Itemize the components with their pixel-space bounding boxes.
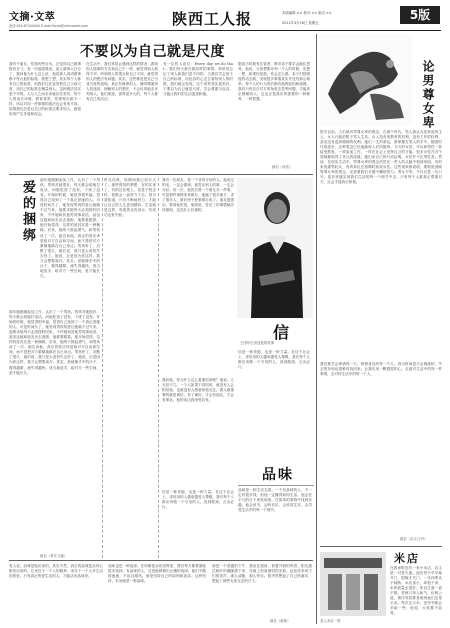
divider-quality xyxy=(238,485,314,486)
article-main-col1: 我有个朋友，性格有些自负，总觉得自己做事很有分寸。有一次他跟我说，某人做事太过分了，我问他为什么这么说，他说那人说话做事都不符合他的标准。我想了想，其实每个人都有自己的标准，但我们往往容易把自己当成尺度，用自己的标准去衡量别人。这种做法其实是不对的。人与人之间本来就存在差异，每个人的成长环境、教育背景、性格特点都不一样，所以对同一件事情的看法也会有所不同。如果我们总是以自己的标准去要求别人，就很容易产生矛盾和误会。 xyxy=(9,62,81,117)
right-column-rule xyxy=(316,34,317,624)
article-title-trust: 信 xyxy=(273,323,290,342)
article-trust-col2: 我问他，你为什么这么看重信用呢？他说，人无信不立。一个人如果不讲信用，就没有人会相信他，也就没有人愿意和他交往。做人最重要的就是诚信，有了诚信，才会有朋友，才会有事业。他的话让我深受启发。 xyxy=(162,378,234,403)
divider-top xyxy=(9,174,313,175)
article-trust-col4: 信是一种美德，也是一种力量。在这个社会上，讲信用的人越来越受人尊敬。我们每个人都应该做一个守信的人，说到做到，言出必行。 xyxy=(238,350,310,370)
article-main-source: 摘自《读者》 xyxy=(272,165,293,169)
article-quality-col1: 品味是一种生活态度。一个有品味的人，不一定有很多钱，但他一定懂得如何生活。他会在平凡的日子里发现美，在简单的事物中找到乐趣。他会读书，会听音乐，会欣赏艺术，会享受生活中的每一个细节。 xyxy=(238,488,312,513)
article-love-source: 摘自《青年文摘》 xyxy=(40,554,68,558)
article-title-rice: 米店 xyxy=(394,552,420,565)
article-love-body-top: 那年她刚刚参加工作，认识了一个男孩。男孩对她很好，每天都会给她打电话，问她吃饭了没有，下班了没有。开始的时候，她觉得很幸福，觉得自己找到了一个真正爱她的人。可是时间久了，她发现男孩的爱让她喘不过气来。他要求她每天必须按时回家，不许她和其他男同事说话，甚至连她和朋友出去逛街，他都要跟着。她开始觉得，这样的爱其实是一种捆绑。后来，她终于鼓起勇气，和男孩谈了一次。她告诉他，真正的爱应该是给对方自由和空间，而不是把对方紧紧地绑在自己身边。男孩听了，沉默了很久，最后说，我只是太害怕失去你了。她说，正是因为你这样，我才会想要离开。其实，爱就像手中的沙子，握得越紧，流失得越快。适当地放手，给对方一些空间，爱才能长久。 xyxy=(40,178,100,278)
article-argue-source: 摘自《杂文月刊》 xyxy=(400,537,428,541)
article-quality-col3: 品味也是一种选择。在纷繁复杂的世界里，我们每天都要面临很多选择。有品味的人，总是能够做出正确的选择。他们不随波逐流，不盲目跟风，而是坚持自己的原则和追求。这种坚持，本身就是一种品味。 xyxy=(108,564,206,584)
article-love-col2: 时光荏苒，转眼间我已经长大了。那些曾经的梦想，有的实现了，有的还在路上。但是不管怎样，我都会一直努力下去。因为我知道，只有不断地努力，才能让自己的人生更加精彩。生活就是这样，有欢笑也有泪水，有成功也有失败。 xyxy=(104,178,156,218)
column-rule xyxy=(158,178,159,558)
article-title-quality: 品味 xyxy=(262,467,294,483)
header-info-mid: 本版编辑:×× 校对:×× 版式:×× xyxy=(282,11,332,15)
contact-line: 电话:029-87444444 E-mail:lhyyb@xinhuanet.com xyxy=(9,24,88,28)
article-quality-col2: 有人说，品味是装出来的。其实不然，真正的品味是从内心散发出来的。它来自于一个人的修养，来自于一个人对生活的热爱。只有真正热爱生活的人，才能活出品味来。 xyxy=(9,564,103,579)
divider-right xyxy=(320,546,442,547)
article-title-argue: 论男尊女卑 xyxy=(421,60,435,130)
masthead: 陕西工人报 xyxy=(172,10,253,28)
article-argue-body-2: 我们要学会珍惜每一天，珍惜身边的每一个人。因为时间是不会倒流的，失去的东西也很难再找回来。让我们用一颗感恩的心，去面对生活中的每一件事情，去对待生活中的每一个人。 xyxy=(320,362,442,377)
rice-photo-caption: 老人米店一景 xyxy=(320,619,341,623)
rice-shop-photo xyxy=(320,552,386,616)
article-argue-body: 很早以前，人们就有男尊女卑的观念。在那个时代，男人被认为是家庭的主人，女人只能依附于男人生活。女人没有受教育的权利，没有工作的权利，甚至没有选择婚姻的权利。她们一生的命运，都掌握在男人的手中。随着时代的进步，这种观念已经逐渐被人们所抛弃。今天的女性，可以和男性一样接受教育，一样参加工作，一样在社会上发挥自己的才能。很多女性在各个领域都取得了非凡的成就，她们用自己的行动证明，女性并不比男性差。然而，在现实生活中，男尊女卑的观念仍然在一些人的头脑中根深蒂固。有的家庭重男轻女，有的单位在招聘时歧视女性。这些现象都说明，要彻底消除男尊女卑的观念，还需要我们长期不懈的努力。男女平等，不仅仅是一句口号，更应该落实到我们生活的每一个细节中去。只有每个人都真正尊重对方，社会才能真正和谐。 xyxy=(320,130,442,185)
header-rule xyxy=(9,30,441,31)
header-info-date: 2012年3月16日 星期五 xyxy=(282,21,319,25)
article-main-col4: 据说古时候有位智者，教导弟子要学会换位思考。他说，当你想要评判一个人的时候，先想一想，如果你是他，你会怎么做。弟子们按照他的话去做，发现很多事情其实并没有那么简单。每个人的行为背后都有他的原因和道理。我们只有站在对方的角度去思考问题，才能真正理解别人。这也正是我们所需要的一种修养，一种智慧。 xyxy=(238,62,310,102)
article-main-col3: 有一位哲人说过：Every day we do that... 我们每天都在做同样的事情，却常常忘记了别人和我们是不同的。当我们学会放下自己的标准，用包容的心态去看待别人的时候，我们就会发现，这个世界其实很美好。不要以为自己就是尺度，学会尊重与包容，才能让我们的生活更加和谐。 xyxy=(163,62,233,97)
article-prose-col1: 那是一个普通的下午，我坐在窗前，看着外面的风景。阳光透过树叶的缝隙洒下来，在地上形成斑驳的光影。远处传来孩子们的笑声，那么清脆，那么快乐。我突然想起了自己的童年，想起了那些无忧无虑的日子。 xyxy=(212,564,312,584)
article-title-love: 爱的捆绑 xyxy=(20,180,35,244)
section-title: 文摘·文萃 xyxy=(9,12,56,23)
portrait-photo xyxy=(237,178,313,318)
hands-illustration xyxy=(320,34,412,126)
column-rule xyxy=(102,178,103,558)
article-rice-body: 在我家附近有一家小米店，店主是一对老夫妻。他们每天早早地开门，很晚才关门，一年四季从不间断。米店虽小，却很干净，米的质量也很好，所以生意一直不错。老两口待人和气，价格公道，街坊邻居都喜欢到他们这里买米。每次去买米，老爷爷都会多给一些，他说，大家都不容易。 xyxy=(390,566,442,616)
article-trust-col1: 我有一位朋友，是一个非常守信的人。他说过的话，一定会做到；他答应别人的事，一定会办好。有一次，他答应帮一个朋友办一件事，可是那件事情非常难办，他跑了很多地方，求了很多人，最后终于把事情办成了。朋友很感动，要请他吃饭，他却说，答应了的事情就应该做到，这没什么好谢的。 xyxy=(162,178,234,213)
article-title-ruler: 不要以为自己就是尺度 xyxy=(80,44,225,60)
article-quality-source: 摘自《意林》 xyxy=(270,619,291,623)
page-number-badge: 5版 xyxy=(400,6,440,24)
article-love-body-bottom: 那年她刚刚参加工作，认识了一个男孩。男孩对她很好，每天都会给她打电话，问她吃饭了没有，下班了没有。开始的时候，她觉得很幸福，觉得自己找到了一个真正爱她的人。可是时间久了，她发现男孩的爱让她喘不过气来。他要求她每天必须按时回家，不许她和其他男同事说话，甚至连她和朋友出去逛街，他都要跟着。她开始觉得，这样的爱其实是一种捆绑。后来，她终于鼓起勇气，和男孩谈了一次。她告诉他，真正的爱应该是给对方自由和空间，而不是把对方紧紧地绑在自己身边。男孩听了，沉默了很久，最后说，我只是太害怕失去你了。她说，正是因为你这样，我才会想要离开。其实，爱就像手中的沙子，握得越紧，流失得越快。适当地放手，给对方一些空间，爱才能长久。 xyxy=(9,310,100,375)
portrait-caption: 王国华在讲述他的故事 xyxy=(240,341,274,345)
article-trust-col3: 信是一种美德，也是一种力量。在这个社会上，讲信用的人越来越受人尊敬。我们每个人都应该做一个守信的人，说到做到，言出必行。 xyxy=(162,490,234,510)
divider-bottom-left xyxy=(9,560,313,561)
article-main-col2: 在生活中，我们常常会遇到这样的情况：看到别人做事的方式和自己不一样，就觉得别人做得不对；听到别人的观点和自己不同，就觉得别人的想法有问题。其实，这些都是把自己当成尺度的表现。真正有修养的人，懂得尊重别人的选择，理解别人的想法，不会轻易地去评判别人。他们知道，世界是多元的，每个人都有自己的活法。 xyxy=(86,62,158,102)
